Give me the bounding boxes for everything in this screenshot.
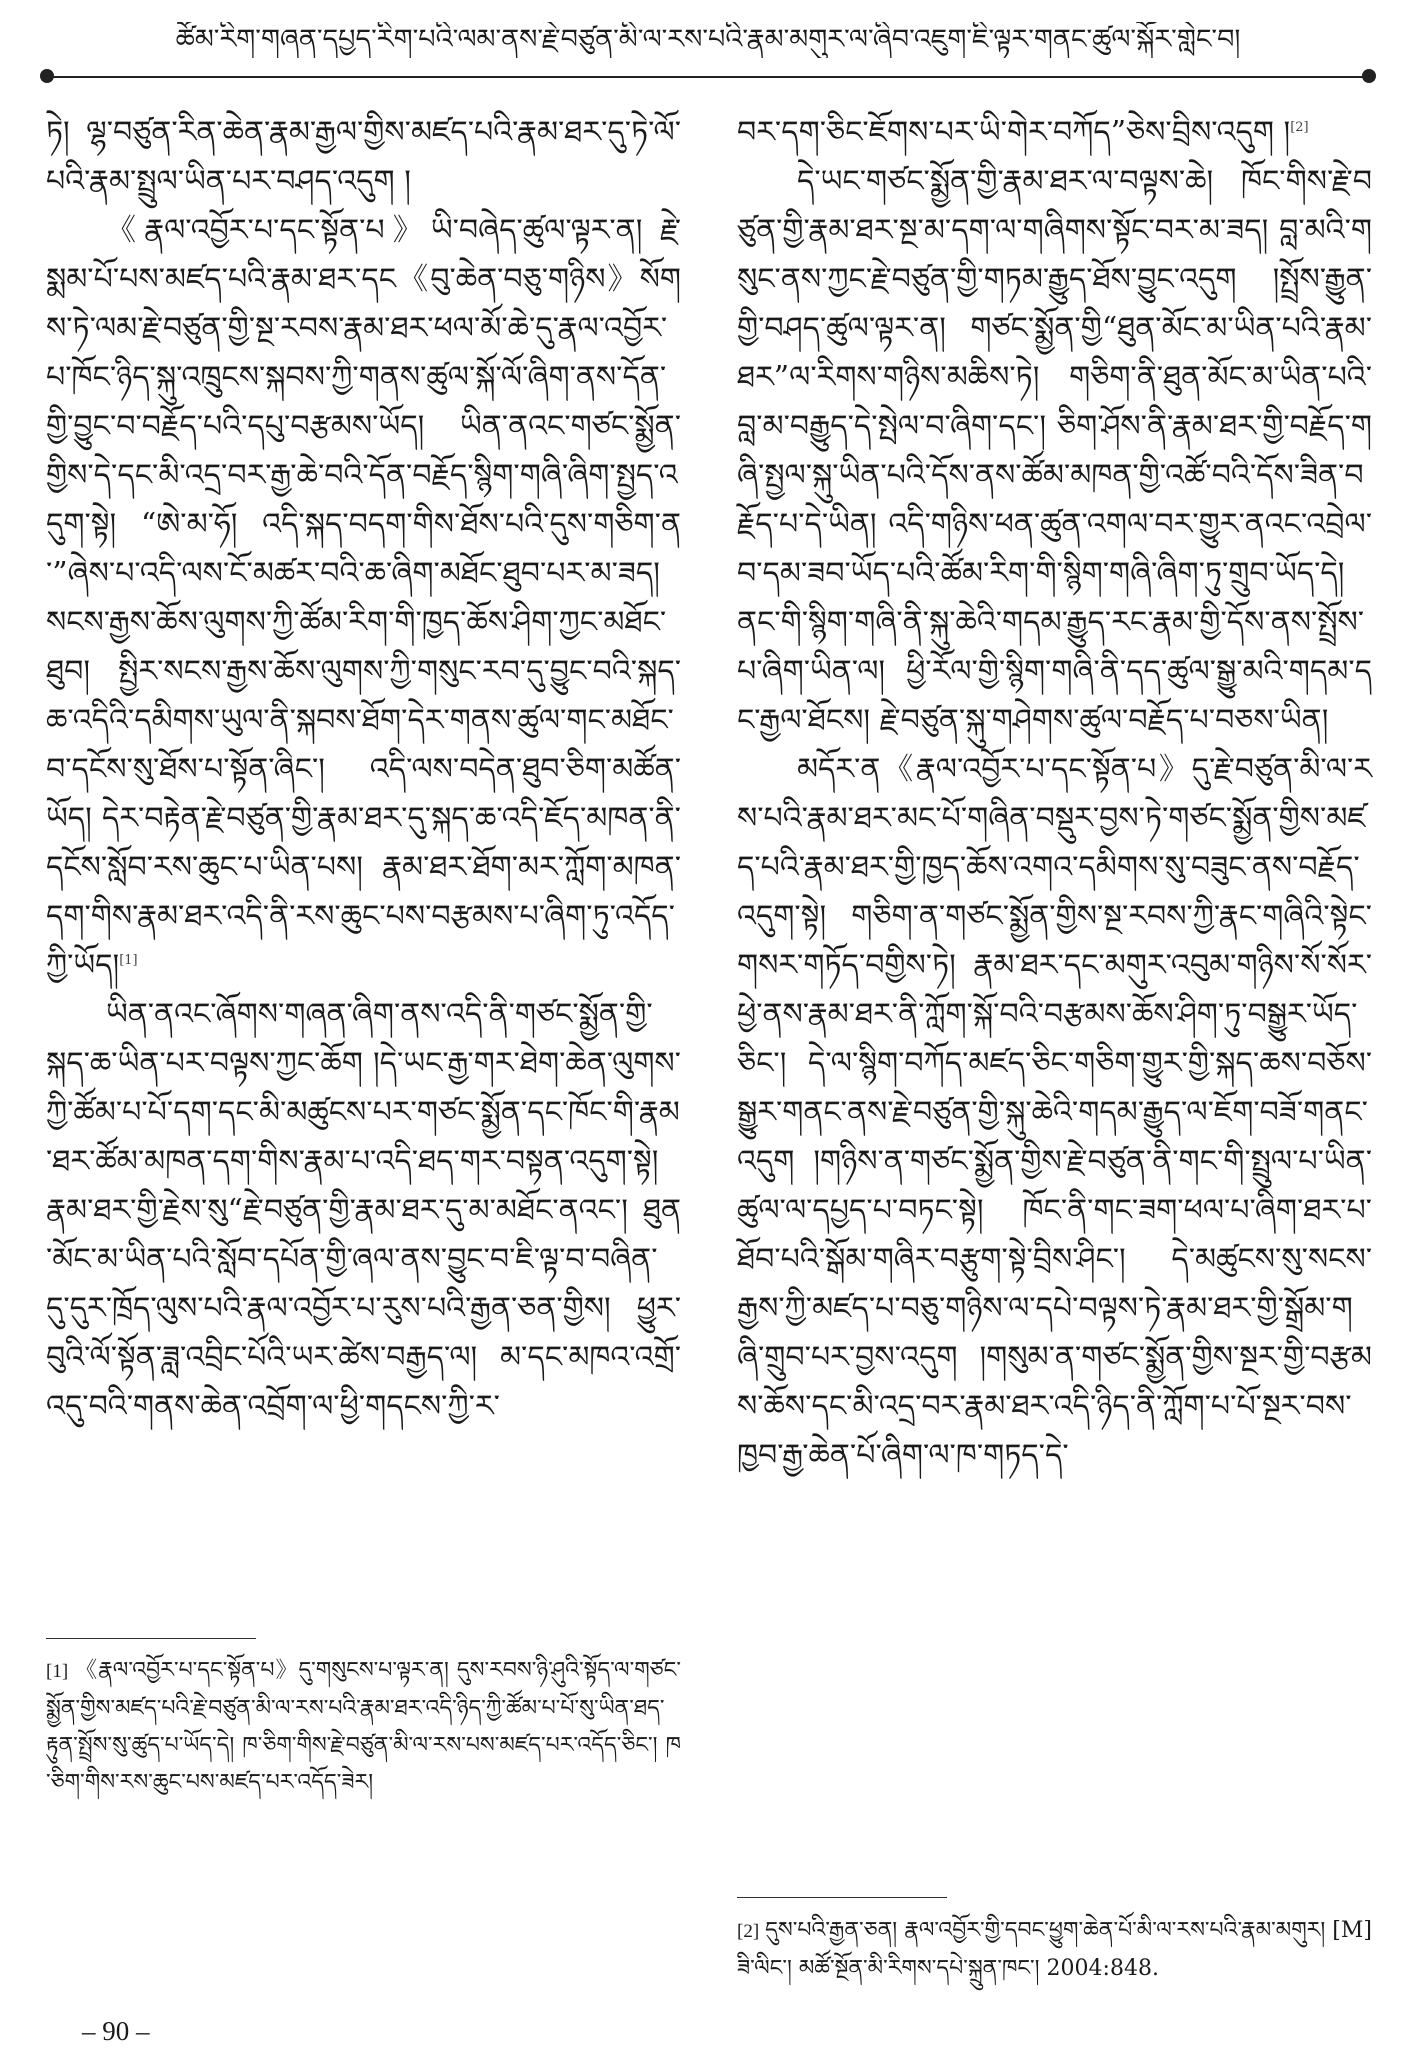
right-paragraph-3: མདོར་ན《རྣལ་འབྱོར་པ་དང་སྟོན་པ》དུ་རྗེ་བཙུན་མི་ལ་རས་པའི་རྣམ་ཐར་མང་པོ་གཞིན་བསྡུར་བྱས་ཏེ་གཙང་སྨྱོན་གྱིས་མཛད་པའི་རྣམ་ཐར་གྱི་ཁྱད་ཆོས་འགའ་དམིགས་སུ་བཟུང་ནས་བརྗོད་འདུག་སྟེ། གཅིག་ན་གཙང་སྨྱོན་གྱིས་སྔ་རབས་ཀྱི་རྣང་གཞིའི་སྟེང་གསར་གཏོད་བགྱིས་ཏེ། རྣམ་ཐར་དང་མགུར་འབུམ་གཉིས་སོ་སོར་ཕྱེ་ནས་རྣམ་ཐར་ནི་ཀློག་སྐོ་བའི་བརྩམས་ཆོས་ཤིག་ཏུ་བསྒྱུར་ཡོད་ཅིང་། དེ་ལ་སྙིག་བཀོད་མཛད་ཅིང་གཅིག་གྱུར་གྱི་སྐད་ཆས་བཅོས་སྒྱུར་གནང་ནས་རྗེ་བཙུན་གྱི་སྐུ་ཆེའི་གདམ་རྒྱུད་ལ་ཇོག་བཟོ་གནང་འདུག །གཉིས་ན་གཙང་སྨྱོན་གྱིས་རྗེ་བཙུན་ནི་གང་གི་སྤྲུལ་པ་ཡིན་ཚུལ་ལ་དཔྱད་པ་བཏང་སྟེ། ཁོང་ནི་གང་ཟག་ཕལ་པ་ཞིག་ཐར་པ་ཐོབ་པའི་སྒོམ་གཞིར་བརྩུག་སྟེ་བྲིས་ཤིང་། དེ་མཚུངས་སུ་སངས་རྒྱས་ཀྱི་མཛད་པ་བཅུ་གཉིས་ལ་དཔེ་བལྟས་ཏེ་རྣམ་ཐར་གྱི་སྒྲོམ་གཞི་གྲུབ་པར་བྱས་འདུག །གསུམ་ན་གཙང་སྨྱོན་གྱིས་སྔར་གྱི་བརྩམས་ཆོས་དང་མི་འདྲ་བར་རྣམ་ཐར་འདི་ཉིད་ནི་ཀློག་པ་པོ་སྔར་བས་ཁྱབ་རྒྱ་ཆེན་པོ་ཞིག་ལ་ཁ་གཏད་དེ་ xyxy=(737,752,1372,1473)
footnote-rule-right xyxy=(737,1897,947,1898)
footnote-ref-1[interactable]: [1] xyxy=(119,953,138,968)
left-paragraph-3: ཡིན་ནའང་ཞོགས་གཞན་ཞིག་ནས་འདི་ནི་གཙང་སྨྱོན་གྱི་སྐད་ཆ་ཡིན་པར་བལྟས་ཀྱང་ཆོག །དེ་ཡང་རྒྱ་གར་ཐེག་ཆེན་ལུགས་ཀྱི་ཚོམ་པ་པོ་དག་དང་མི་མཚུངས་པར་གཙང་སྨྱོན་དང་ཁོང་གི་རྣམ་ཐར་ཚོམ་མཁན་དག་གིས་རྣམ་པ་འདི་ཐད་གར་བསྟན་འདུག་སྟེ། རྣམ་ཐར་གྱི་རྗེས་སུ“རྗེ་བཙུན་གྱི་རྣམ་ཐར་དུ་མ་མཐོང་ནའང་། ཐུན་མོང་མ་ཡིན་པའི་སློབ་དཔོན་གྱི་ཞལ་ནས་བྱུང་བ་ཇི་ལྟ་བ་བཞིན་དུ་དུར་ཁྲོད་ལུས་པའི་རྣལ་འབྱོར་པ་རུས་པའི་རྒྱན་ཅན་གྱིས། ཕྱུར་བུའི་ལོ་སྟོན་ཟླ་འབྲིང་པོའི་ཡར་ཚེས་བརྒྱད་ལ། མ་དང་མཁའ་འགྲོ་འདུ་བའི་གནས་ཆེན་འབྲོག་ལ་ཕྱི་གདངས་ཀྱི་ར་ xyxy=(46,997,681,1424)
left-column xyxy=(46,108,681,1431)
right-paragraph-2: དེ་ཡང་གཙང་སྨྱོན་གྱི་རྣམ་ཐར་ལ་བལྟས་ཆེ། ཁོང་གིས་རྗེ་བཙུན་གྱི་རྣམ་ཐར་སྔ་མ་དག་ལ་གཞིགས་སྟོང་བར་མ་ཟད། བླ་མའི་གསུང་ནས་ཀྱང་རྗེ་བཙུན་གྱི་གཏམ་རྒྱུད་ཐོས་བྱུང་འདུག །སྤྲོས་རྒྱུན་གྱི་བཤད་ཚུལ་ལྟར་ན། གཙང་སྨྱོན་གྱི“ཐུན་མོང་མ་ཡིན་པའི་རྣམ་ཐར”ལ་རིགས་གཉིས་མཆིས་ཏེ། གཅིག་ནི་ཐུན་མོང་མ་ཡིན་པའི་བླ་མ་བརྒྱུད་དེ་སྤེལ་བ་ཞིག་དང་། ཅིག་ཤོས་ནི་རྣམ་ཐར་གྱི་བརྗོད་གཞི་སྤྱལ་སྐུ་ཡིན་པའི་དོས་ནས་ཚོམ་མཁན་གྱི་འཚོ་བའི་དོས་ཟིན་བརྗོད་པ་དེ་ཡིན། འདི་གཉིས་ཕན་ཚུན་འགལ་བར་གྱུར་ནའང་འབྲེལ་བ་དམ་ཟབ་ཡོད་པའི་ཚོམ་རིག་གི་སྙིག་གཞི་ཞིག་ཏུ་གྲུབ་ཡོད་དེ། ནང་གི་སྙིག་གཞི་ནི་སྐུ་ཆེའི་གདམ་རྒྱུད་རང་རྣམ་གྱི་དོས་ནས་སྤྲོས་པ་ཞིག་ཡིན་ལ། ཕྱི་རོལ་གྱི་སྙིག་གཞི་ནི་དད་ཚུལ་སྒྱུ་མའི་གདམ་དང་རྒྱལ་ཐོངས། རྗེ་བཙུན་སྐུ་གཤེགས་ཚུལ་བརྗོད་པ་བཅས་ཡིན། xyxy=(737,164,1372,738)
page-number: – 90 – xyxy=(82,2016,150,2046)
right-column xyxy=(737,108,1372,1480)
right-paragraph-1: བར་དག་ཅིང་ཇོགས་པར་ཡི་གེར་བཀོད”ཅེས་བྲིས་འདུག །[2] xyxy=(737,115,1309,150)
left-paragraph-1: ཏེ། ལྷ་བཙུན་རིན་ཆེན་རྣམ་རྒྱལ་གྱིས་མཛད་པའི་རྣམ་ཐར་དུ་ཏེ་ལོ་པའི་རྣམ་སྤྲུལ་ཡིན་པར་བཤད་འདུག ། xyxy=(46,115,681,199)
footnote-1: [1] 《རྣལ་འབྱོར་པ་དང་སྟོན་པ》དུ་གསུངས་པ་ལྟར་ན། དུས་རབས་ཉི་ཤུའི་སྟོད་ལ་གཙང་སྨྱོན་གྱིས་མཛད་པའི་རྗེ་བཙུན་མི་ལ་རས་པའི་རྣམ་ཐར་འདི་ཉིད་ཀྱི་ཚོམ་པ་པོ་སུ་ཡིན་ཐད་རྟུན་སྤྲོས་སུ་ཚུད་པ་ཡོད་དེ། ཁ་ཅིག་གིས་རྗེ་བཙུན་མི་ལ་རས་པས་མཛད་པར་འདོད་ཅིང་། ཁ་ཅིག་གིས་རས་ཆུང་པས་མཛད་པར་འདོད་ཟེར། xyxy=(46,1658,681,1795)
footnote-2: [2] དུས་པའི་རྒྱན་ཅན། རྣལ་འབྱོར་གྱི་དབང་ཕྱུག་ཆེན་པོ་མི་ལ་རས་པའི་རྣམ་མགུར། [M] ཟི་ལིང་། མཚོ་སྔོན་མི་རིགས་དཔེ་སྐྲུན་ཁང་། 2004:848. xyxy=(737,1918,1372,1981)
footnote-ref-2[interactable]: [2] xyxy=(1290,120,1309,135)
running-header: ཚོམ་རིག་གཞན་དཔྱད་རིག་པའི་ལམ་ནས་རྗེ་བཙུན་མི་ལ་རས་པའི་རྣམ་མགུར་ལ་ཞིབ་འཇུག་ཇི་ལྟར་གནང་ཚུལ་སྐོར་གླེང་བ། xyxy=(175,24,1241,55)
header-rule xyxy=(46,76,1370,78)
left-paragraph-2: 《རྣལ་འབྱོར་པ་དང་སྟོན་པ》ཡི་བཞེད་ཚུལ་ལྟར་ན། རྗེ་སྨམ་པོ་པས་མཛད་པའི་རྣམ་ཐར་དང《བུ་ཆེན་བཅུ་གཉིས》སོགས་ཏེ་ལམ་རྗེ་བཙུན་གྱི་སྔ་རབས་རྣམ་ཐར་ཕལ་མོ་ཆེ་དུ་རྣལ་འབྱོར་པ་ཁོང་ཉིད་སྐུ་འཁྲུངས་སྐབས་ཀྱི་གནས་ཚུལ་སྐོ་ལོ་ཞིག་ནས་དོན་གྱི་བྱུང་བ་བརྗོད་པའི་དཔུ་བརྩམས་ཡོད། ཡིན་ནའང་གཙང་སྨྱོན་གྱིས་དེ་དང་མི་འདྲ་བར་རྒྱ་ཆེ་བའི་དོན་བརྗོད་སྙིག་གཞི་ཞིག་སྤྱད་འདུག་སྟེ། “ཨེ་མ་ཧོ། འདི་སྐད་བདག་གིས་ཐོས་པའི་དུས་གཅིག་ན་”ཞེས་པ་འདི་ལས་ངོ་མཚར་བའི་ཆ་ཞིག་མཐོང་ཐུབ་པར་མ་ཟད། སངས་རྒྱས་ཆོས་ལུགས་ཀྱི་ཚོམ་རིག་གི་ཁྱད་ཆོས་ཤིག་ཀྱང་མཐོང་ཐུབ། སྤྱིར་སངས་རྒྱས་ཆོས་ལུགས་ཀྱི་གསུང་རབ་དུ་བྱུང་བའི་སྐད་ཆ་འདིའི་དམིགས་ཡུལ་ནི་སྐབས་ཐོག་དེར་གནས་ཚུལ་གང་མཐོང་བ་དངོས་སུ་ཐོས་པ་སྟོན་ཞིང་། འདི་ལས་བདེན་ཐུབ་ཅིག་མཚོན་ཡོད། དེར་བརྟེན་རྗེ་བཙུན་གྱི་རྣམ་ཐར་དུ་སྐད་ཆ་འདི་ཇོད་མཁན་ནི་དངོས་སློབ་རས་ཆུང་པ་ཡིན་པས། རྣམ་ཐར་ཐོག་མར་ཀློག་མཁན་དག་གིས་རྣམ་ཐར་འདི་ནི་རས་ཆུང་པས་བརྩམས་པ་ཞིག་ཏུ་འདོད་ཀྱི་ཡོད།[1] xyxy=(46,213,681,983)
header-rule-right-dot xyxy=(1362,69,1376,83)
footnote-rule-left xyxy=(46,1638,256,1639)
